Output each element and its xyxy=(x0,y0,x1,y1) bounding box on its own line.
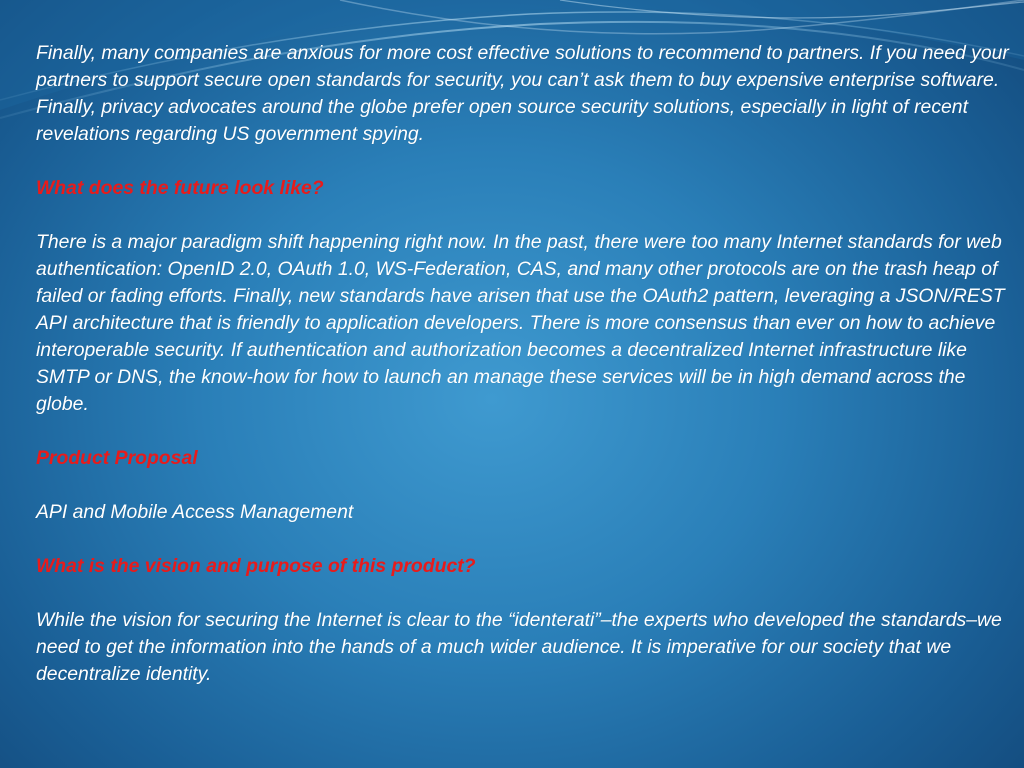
spacer xyxy=(36,202,1014,229)
spacer xyxy=(36,526,1014,553)
slide-body xyxy=(36,40,1014,688)
heading-future: What does the future look like? xyxy=(36,177,324,199)
spacer xyxy=(36,472,1014,499)
paragraph-paradigm-shift: There is a major paradigm shift happening right now. In the past, there were too many Internet standards for web authentication: OpenID 2.0, OAuth 1.0, WS-Federation, CAS, and many other protocols are on the trash heap of failed or fading efforts. Finally, new standards have arisen that use the OAuth2 pattern, leveraging a JSON/REST API architecture that is friendly to application developers. There is more consensus than ever on how to achieve interoperable security. If authentication and authorization becomes a decentralized Internet infrastructure like SMTP or DNS, the know-how for how to launch an manage these services will be in high demand across the globe. xyxy=(36,231,1005,415)
paragraph-product-name: API and Mobile Access Management xyxy=(36,501,354,523)
spacer xyxy=(36,418,1014,445)
paragraph-cost-effective: Finally, many companies are anxious for more cost effective solutions to recommend to partners. If you need your partners to support secure open standards for security, you can’t ask them to buy expensive enterprise software. Finally, privacy advocates around the globe prefer open source security solutions, especially in light of recent revelations regarding US government spying. xyxy=(36,42,1009,145)
heading-vision-purpose: What is the vision and purpose of this product? xyxy=(36,555,476,577)
paragraph-vision: While the vision for securing the Internet is clear to the “identerati”–the experts who developed the standards–we need to get the information into the hands of a much wider audience. It is imperative for our society that we decentralize identity. xyxy=(36,609,1002,685)
spacer xyxy=(36,148,1014,175)
spacer xyxy=(36,580,1014,607)
heading-product-proposal: Product Proposal xyxy=(36,447,198,469)
